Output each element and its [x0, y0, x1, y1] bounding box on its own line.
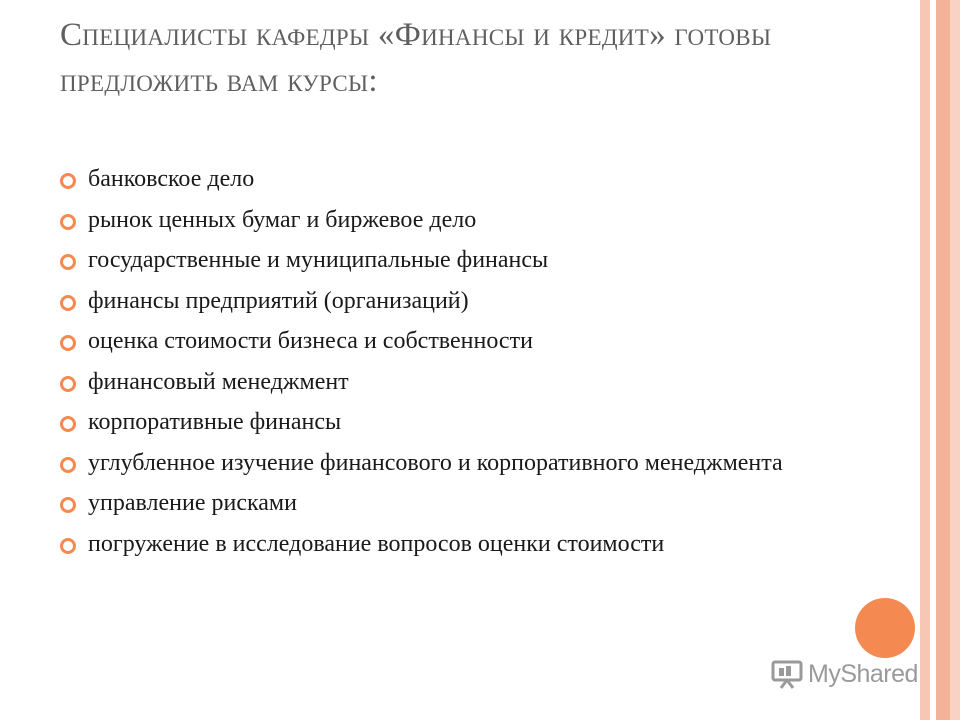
list-item-text: рынок ценных бумаг и биржевое дело	[88, 206, 477, 233]
bullet-ring-icon	[60, 376, 76, 392]
list-item-text: государственные и муниципальные финансы	[88, 247, 549, 273]
decorative-circle	[855, 598, 915, 658]
list-item-text: управление рисками	[88, 490, 297, 516]
bullet-ring-icon	[60, 214, 76, 230]
list-item	[60, 247, 840, 274]
bullet-ring-icon	[60, 538, 76, 554]
bullet-ring-icon	[60, 335, 76, 351]
bullet-ring-icon	[60, 497, 76, 513]
bullet-ring-icon	[60, 416, 76, 432]
stripe	[950, 0, 960, 720]
list-item-text: корпоративные финансы	[88, 409, 342, 435]
stripe	[936, 0, 950, 720]
list-item	[60, 369, 840, 396]
list-item	[60, 409, 840, 436]
bullet-ring-icon	[60, 173, 76, 189]
list-item-text: финансовый менеджмент	[88, 368, 349, 395]
bullet-ring-icon	[60, 295, 76, 311]
list-item	[60, 531, 840, 558]
list-item-text: финансы предприятий (организаций)	[88, 287, 469, 314]
bullet-ring-icon	[60, 457, 76, 473]
presentation-screen-icon	[770, 659, 804, 689]
list-item-text: оценка стоимости бизнеса и собственности	[88, 328, 533, 354]
course-list	[60, 166, 840, 571]
list-item	[60, 288, 840, 315]
bullet-ring-icon	[60, 254, 76, 270]
stripe	[920, 0, 930, 720]
slide-title: Специалисты кафедры «Финансы и кредит» готовы предложить вам курсы:	[60, 17, 772, 99]
logo-text: MyShared	[808, 659, 918, 688]
list-item	[60, 328, 840, 355]
list-item	[60, 207, 840, 234]
list-item	[60, 166, 840, 193]
list-item	[60, 490, 840, 517]
list-item-text: банковское дело	[88, 166, 255, 192]
decorative-stripes	[920, 0, 960, 720]
list-item-text: углубленное изучение финансового и корпоративного менеджмента	[88, 449, 783, 476]
list-item-text: погружение в исследование вопросов оценки стоимости	[88, 530, 665, 557]
list-item	[60, 450, 840, 477]
watermark-logo	[770, 656, 918, 692]
